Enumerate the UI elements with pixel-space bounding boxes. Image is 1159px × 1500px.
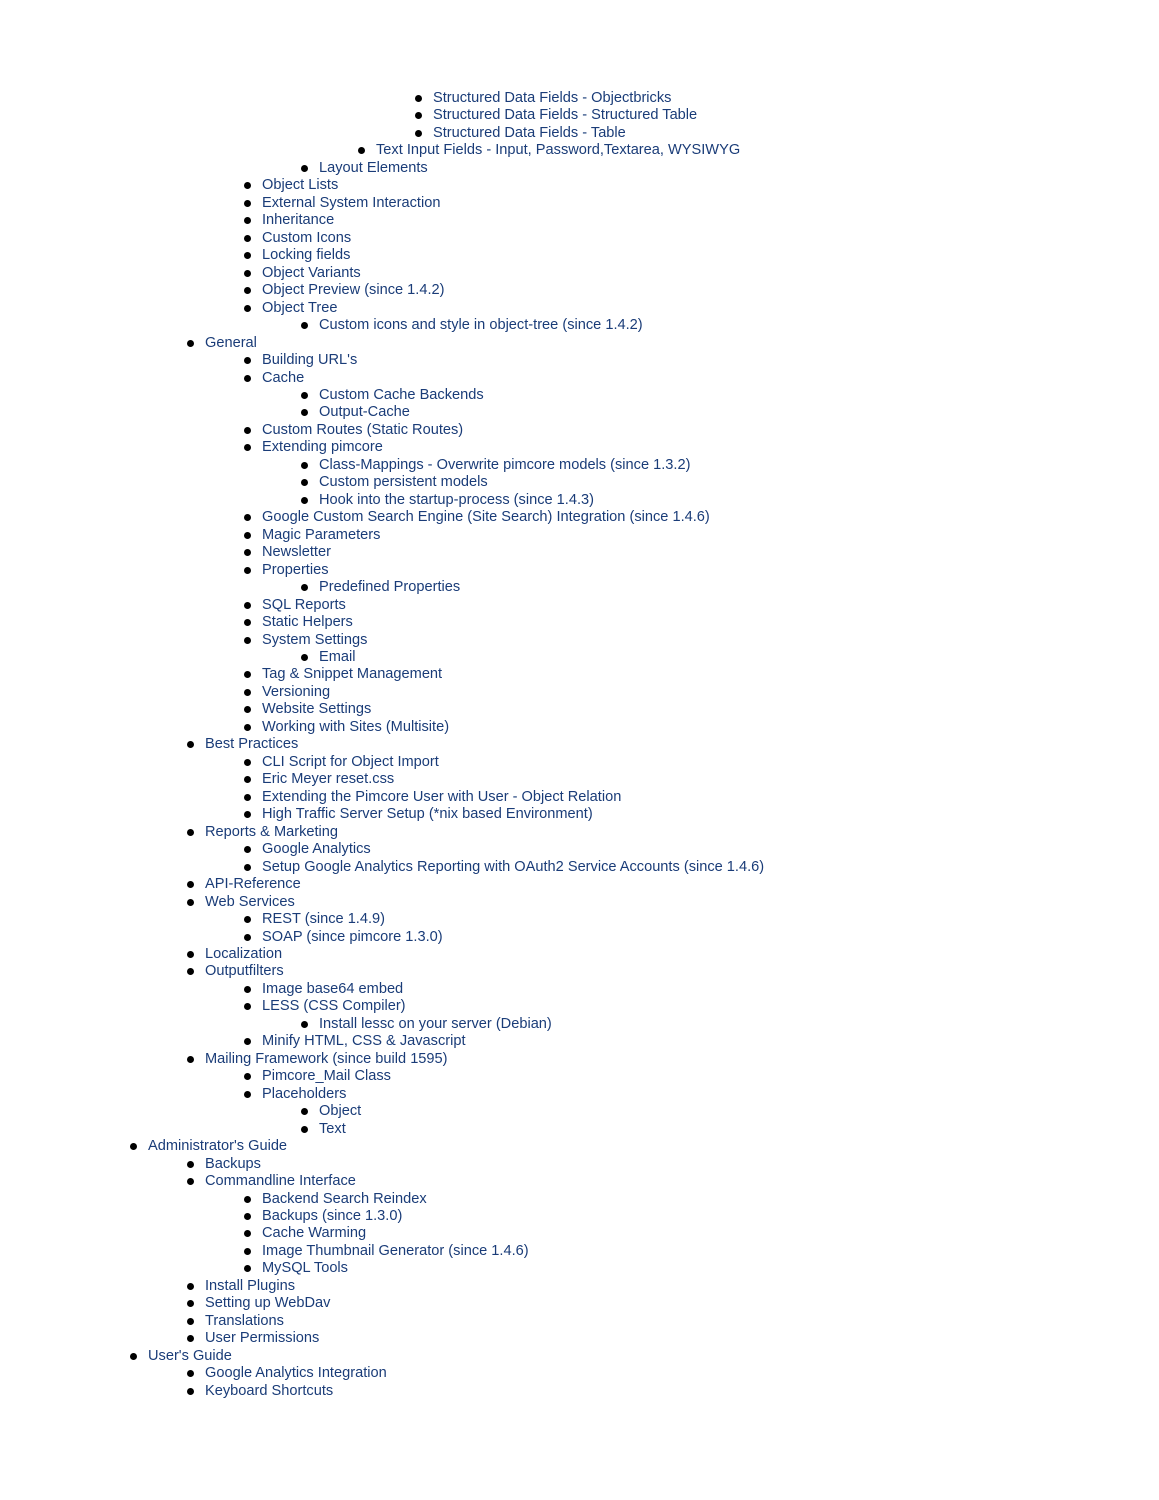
bullet-icon	[244, 1248, 251, 1255]
toc-link[interactable]: Class-Mappings - Overwrite pimcore models (since 1.3.2)	[319, 456, 691, 473]
bullet-icon	[244, 217, 251, 224]
bullet-icon	[301, 462, 308, 469]
toc-link[interactable]: CLI Script for Object Import	[262, 753, 439, 770]
list-item	[0, 177, 1159, 194]
list-item	[0, 1121, 1159, 1138]
toc-link[interactable]: Image Thumbnail Generator (since 1.4.6)	[262, 1242, 529, 1259]
list-item	[0, 142, 1159, 159]
toc-link[interactable]: Keyboard Shortcuts	[205, 1382, 334, 1399]
bullet-icon	[244, 1038, 251, 1045]
bullet-icon	[244, 549, 251, 556]
list-item	[0, 736, 1159, 753]
bullet-icon	[301, 479, 308, 486]
toc-link[interactable]: Structured Data Fields - Objectbricks	[433, 90, 672, 106]
list-item	[0, 946, 1159, 963]
list-item	[0, 1191, 1159, 1208]
bullet-icon	[244, 1003, 251, 1010]
list-item	[0, 1295, 1159, 1312]
bullet-icon	[244, 270, 251, 277]
list-item	[0, 1173, 1159, 1190]
bullet-icon	[244, 532, 251, 539]
bullet-icon	[187, 881, 194, 888]
bullet-icon	[187, 1300, 194, 1307]
bullet-icon	[244, 724, 251, 731]
toc-link[interactable]: API-Reference	[205, 876, 301, 893]
toc-link[interactable]: Object Lists	[262, 177, 339, 194]
toc-link[interactable]: Custom Cache Backends	[319, 386, 484, 403]
bullet-icon	[244, 637, 251, 644]
list-item	[0, 876, 1159, 893]
bullet-icon	[187, 1388, 194, 1395]
list-item	[0, 352, 1159, 369]
list-item	[0, 125, 1159, 142]
list-item	[0, 422, 1159, 439]
list-item	[0, 771, 1159, 788]
list-item	[0, 527, 1159, 544]
bullet-icon	[187, 1335, 194, 1342]
toc-link[interactable]: Localization	[205, 945, 283, 962]
toc-link[interactable]: Static Helpers	[262, 614, 353, 631]
bullet-icon	[187, 741, 194, 748]
toc-link[interactable]: Eric Meyer reset.css	[262, 771, 395, 788]
toc-link[interactable]: Object Tree	[262, 299, 338, 316]
list-item	[0, 1156, 1159, 1173]
list-item	[0, 929, 1159, 946]
toc-link[interactable]: Custom icons and style in object-tree (since 1.4.2)	[319, 317, 643, 334]
toc-link[interactable]: Cache Warming	[262, 1225, 367, 1242]
list-item	[0, 894, 1159, 911]
list-item	[0, 387, 1159, 404]
bullet-icon	[244, 357, 251, 364]
bullet-icon	[244, 182, 251, 189]
bullet-icon	[244, 235, 251, 242]
list-item	[0, 492, 1159, 509]
bullet-icon	[244, 305, 251, 312]
toc-link[interactable]: High Traffic Server Setup (*nix based Environment)	[262, 806, 593, 823]
toc-link[interactable]: Object	[319, 1103, 362, 1120]
toc-link[interactable]: Commandline Interface	[205, 1173, 356, 1190]
bullet-icon	[244, 1265, 251, 1272]
list-item	[0, 195, 1159, 212]
list-item	[0, 1086, 1159, 1103]
list-item	[0, 806, 1159, 823]
toc-link[interactable]: Inheritance	[262, 212, 335, 229]
bullet-icon	[244, 864, 251, 871]
toc-link[interactable]: Outputfilters	[205, 963, 284, 980]
toc-link[interactable]: Install Plugins	[205, 1277, 296, 1294]
toc-link[interactable]: SQL Reports	[262, 596, 346, 613]
toc-link[interactable]: Best Practices	[205, 736, 299, 753]
bullet-icon	[244, 916, 251, 923]
list-item	[0, 998, 1159, 1015]
list-item	[0, 1313, 1159, 1330]
bullet-icon	[415, 130, 422, 137]
list-item	[0, 597, 1159, 614]
list-item	[0, 230, 1159, 247]
list-item	[0, 1051, 1159, 1068]
toc-link[interactable]: Layout Elements	[319, 159, 428, 176]
bullet-icon	[244, 811, 251, 818]
list-item	[0, 666, 1159, 683]
toc-link[interactable]: Custom Routes (Static Routes)	[262, 421, 464, 438]
bullet-icon	[244, 567, 251, 574]
list-item	[0, 1016, 1159, 1033]
toc-link[interactable]: Extending pimcore	[262, 439, 383, 456]
toc-link[interactable]: Cache	[262, 369, 305, 386]
list-item	[0, 1260, 1159, 1277]
bullet-icon	[415, 95, 422, 102]
list-item	[0, 911, 1159, 928]
list-item	[0, 474, 1159, 491]
list-item	[0, 317, 1159, 334]
bullet-icon	[244, 934, 251, 941]
toc-link[interactable]: Email	[319, 649, 356, 665]
bullet-icon	[244, 427, 251, 434]
bullet-icon	[187, 951, 194, 958]
toc-link[interactable]: Minify HTML, CSS & Javascript	[262, 1033, 466, 1050]
bullet-icon	[244, 375, 251, 382]
bullet-icon	[130, 1353, 137, 1360]
bullet-icon	[358, 147, 365, 154]
list-item	[0, 632, 1159, 649]
list-item	[0, 160, 1159, 177]
list-item	[0, 404, 1159, 421]
toc-link[interactable]: Structured Data Fields - Table	[433, 124, 626, 141]
toc-link[interactable]: External System Interaction	[262, 194, 441, 211]
toc-link[interactable]: System Settings	[262, 631, 368, 648]
list-item	[0, 282, 1159, 299]
toc-link[interactable]: Output-Cache	[319, 404, 410, 421]
bullet-icon	[187, 968, 194, 975]
bullet-icon	[301, 1126, 308, 1133]
toc-link[interactable]: Administrator's Guide	[148, 1138, 288, 1155]
list-item	[0, 1278, 1159, 1295]
toc-link[interactable]: Custom persistent models	[319, 474, 488, 491]
list-item	[0, 212, 1159, 229]
bullet-icon	[301, 1108, 308, 1115]
toc-link[interactable]: Backups (since 1.3.0)	[262, 1208, 403, 1224]
toc-link[interactable]: Setting up WebDav	[205, 1295, 331, 1312]
list-item	[0, 90, 1159, 107]
list-item	[0, 1225, 1159, 1242]
bullet-icon	[301, 322, 308, 329]
toc-link[interactable]: Image base64 embed	[262, 980, 404, 997]
toc-link[interactable]: Structured Data Fields - Structured Table	[433, 107, 698, 124]
list-item	[0, 614, 1159, 631]
toc-link[interactable]: Google Analytics	[262, 841, 371, 858]
toc-link[interactable]: Building URL's	[262, 352, 358, 369]
list-item	[0, 579, 1159, 596]
table-of-contents	[0, 90, 1159, 1400]
bullet-icon	[244, 514, 251, 521]
toc-link[interactable]: Custom Icons	[262, 229, 352, 246]
bullet-icon	[187, 829, 194, 836]
toc-link[interactable]: Tag & Snippet Management	[262, 666, 443, 683]
bullet-icon	[301, 497, 308, 504]
list-item	[0, 701, 1159, 718]
bullet-icon	[187, 899, 194, 906]
bullet-icon	[415, 112, 422, 119]
list-item	[0, 1033, 1159, 1050]
bullet-icon	[244, 1230, 251, 1237]
list-item	[0, 824, 1159, 841]
bullet-icon	[187, 1370, 194, 1377]
bullet-icon	[244, 776, 251, 783]
list-item	[0, 841, 1159, 858]
list-item	[0, 684, 1159, 701]
toc-link[interactable]: Web Services	[205, 893, 295, 910]
toc-link[interactable]: Text	[319, 1120, 346, 1137]
bullet-icon	[187, 1056, 194, 1063]
toc-link[interactable]: User Permissions	[205, 1330, 320, 1347]
toc-link[interactable]: MySQL Tools	[262, 1260, 348, 1277]
toc-link[interactable]: Predefined Properties	[319, 579, 461, 596]
list-item	[0, 1208, 1159, 1225]
bullet-icon	[244, 794, 251, 801]
list-item	[0, 1138, 1159, 1155]
bullet-icon	[301, 1021, 308, 1028]
toc-link[interactable]: REST (since 1.4.9)	[262, 911, 386, 928]
toc-link[interactable]: Google Custom Search Engine (Site Search) Integration (since 1.4.6)	[262, 509, 710, 526]
toc-link[interactable]: Placeholders	[262, 1085, 347, 1102]
toc-link[interactable]: Backend Search Reindex	[262, 1190, 427, 1207]
bullet-icon	[187, 1178, 194, 1185]
bullet-icon	[187, 340, 194, 347]
list-item	[0, 1330, 1159, 1347]
bullet-icon	[301, 392, 308, 399]
bullet-icon	[244, 759, 251, 766]
toc-link[interactable]: General	[205, 334, 257, 351]
bullet-icon	[244, 619, 251, 626]
list-item	[0, 335, 1159, 352]
list-item	[0, 509, 1159, 526]
bullet-icon	[244, 1091, 251, 1098]
list-item	[0, 754, 1159, 771]
list-item	[0, 300, 1159, 317]
bullet-icon	[244, 1073, 251, 1080]
bullet-icon	[244, 846, 251, 853]
list-item	[0, 562, 1159, 579]
toc-link[interactable]: Locking fields	[262, 247, 351, 264]
toc-link[interactable]: Website Settings	[262, 701, 372, 718]
bullet-icon	[244, 444, 251, 451]
list-item	[0, 1365, 1159, 1382]
list-item	[0, 439, 1159, 456]
bullet-icon	[301, 409, 308, 416]
bullet-icon	[244, 1196, 251, 1203]
toc-link[interactable]: Pimcore_Mail Class	[262, 1068, 391, 1085]
list-item	[0, 859, 1159, 876]
list-item	[0, 107, 1159, 124]
list-item	[0, 265, 1159, 282]
toc-link[interactable]: Mailing Framework (since build 1595)	[205, 1050, 448, 1067]
bullet-icon	[244, 287, 251, 294]
bullet-icon	[187, 1161, 194, 1168]
list-item	[0, 649, 1159, 666]
toc-link[interactable]: User's Guide	[148, 1347, 232, 1364]
toc-link[interactable]: Text Input Fields - Input, Password,Textarea, WYSIWYG	[376, 142, 741, 159]
bullet-icon	[244, 671, 251, 678]
toc-link[interactable]: LESS (CSS Compiler)	[262, 998, 406, 1015]
bullet-icon	[244, 706, 251, 713]
toc-link[interactable]: Hook into the startup-process (since 1.4.3)	[319, 491, 594, 508]
bullet-icon	[187, 1283, 194, 1290]
list-item	[0, 1348, 1159, 1365]
toc-link[interactable]: Versioning	[262, 683, 331, 700]
toc-link[interactable]: Translations	[205, 1312, 284, 1329]
list-item	[0, 370, 1159, 387]
bullet-icon	[244, 602, 251, 609]
list-item	[0, 981, 1159, 998]
list-item	[0, 1243, 1159, 1260]
bullet-icon	[244, 986, 251, 993]
toc-link[interactable]: Backups	[205, 1155, 261, 1172]
list-item	[0, 544, 1159, 561]
bullet-icon	[130, 1143, 137, 1150]
toc-link[interactable]: Reports & Marketing	[205, 823, 339, 840]
toc-link[interactable]: SOAP (since pimcore 1.3.0)	[262, 928, 443, 945]
list-item	[0, 1068, 1159, 1085]
toc-link[interactable]: Working with Sites (Multisite)	[262, 718, 450, 735]
toc-link[interactable]: Object Variants	[262, 264, 361, 281]
list-item	[0, 1383, 1159, 1400]
toc-link[interactable]: Setup Google Analytics Reporting with OAuth2 Service Accounts (since 1.4.6)	[262, 858, 765, 875]
bullet-icon	[301, 654, 308, 661]
list-item	[0, 719, 1159, 736]
toc-link[interactable]: Google Analytics Integration	[205, 1365, 387, 1382]
list-item	[0, 457, 1159, 474]
toc-link[interactable]: Object Preview (since 1.4.2)	[262, 282, 445, 299]
toc-link[interactable]: Magic Parameters	[262, 526, 381, 543]
bullet-icon	[244, 1213, 251, 1220]
bullet-icon	[301, 584, 308, 591]
bullet-icon	[244, 689, 251, 696]
bullet-icon	[187, 1318, 194, 1325]
toc-link[interactable]: Install lessc on your server (Debian)	[319, 1015, 552, 1032]
toc-link[interactable]: Extending the Pimcore User with User - Object Relation	[262, 788, 622, 805]
list-item	[0, 789, 1159, 806]
list-item	[0, 963, 1159, 980]
list-item	[0, 1103, 1159, 1120]
bullet-icon	[244, 252, 251, 259]
toc-link[interactable]: Newsletter	[262, 544, 331, 561]
bullet-icon	[301, 165, 308, 172]
list-item	[0, 247, 1159, 264]
toc-link[interactable]: Properties	[262, 561, 329, 578]
bullet-icon	[244, 200, 251, 207]
